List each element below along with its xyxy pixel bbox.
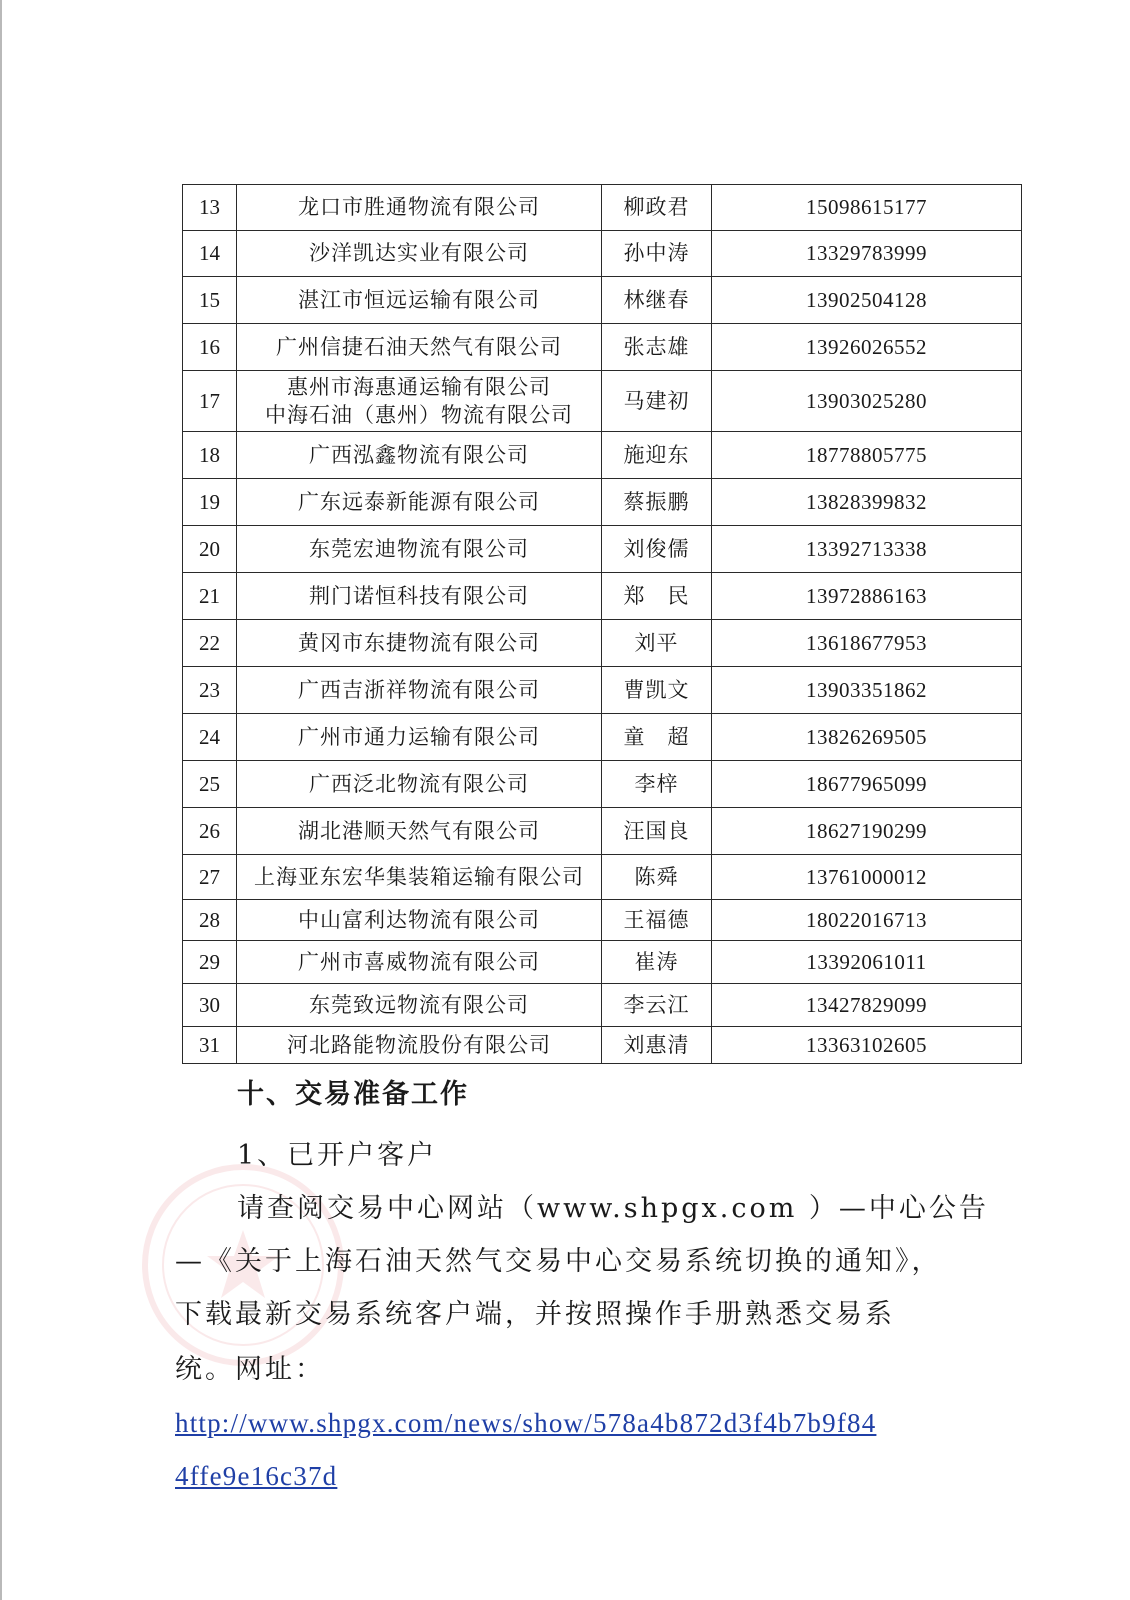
- company-name: [237, 808, 602, 855]
- phone-number: 13618677953: [712, 620, 1022, 667]
- company-name-line: 广东远泰新能源有限公司: [298, 489, 540, 514]
- contact-person: 张志雄: [602, 324, 712, 371]
- contact-person: 施迎东: [602, 432, 712, 479]
- contact-person: 崔涛: [602, 941, 712, 984]
- table-row: [183, 714, 1022, 761]
- company-name-line: 惠州市海惠通运输有限公司: [287, 375, 551, 399]
- notice-link-line-1[interactable]: http://www.shpgx.com/news/show/578a4b872d3f4b7b9f84: [175, 1408, 877, 1438]
- table-row: [183, 941, 1022, 984]
- paragraph-line-1: 请查阅交易中心网站（www.shpgx.com ）—中心公告: [237, 1193, 989, 1224]
- table-row: [183, 526, 1022, 573]
- contact-person: 刘俊儒: [602, 526, 712, 573]
- phone-number: 18627190299: [712, 808, 1022, 855]
- contact-person: 陈舜: [602, 855, 712, 900]
- table-row: [183, 761, 1022, 808]
- table-row: [183, 432, 1022, 479]
- phone-number: 13972886163: [712, 573, 1022, 620]
- row-number: 13: [183, 185, 237, 231]
- row-number: 23: [183, 667, 237, 714]
- company-name: [237, 855, 602, 900]
- contact-person: 王福德: [602, 900, 712, 941]
- phone-number: 13826269505: [712, 714, 1022, 761]
- company-name-line: 中海石油（惠州）物流有限公司: [265, 403, 573, 427]
- company-name-line: 黄冈市东捷物流有限公司: [298, 630, 540, 655]
- table-row: [183, 479, 1022, 526]
- table-row: [183, 900, 1022, 941]
- row-number: 18: [183, 432, 237, 479]
- company-name: [237, 984, 602, 1027]
- phone-number: 13392713338: [712, 526, 1022, 573]
- company-name-line: 上海亚东宏华集装箱运输有限公司: [254, 864, 584, 889]
- company-name-line: 荆门诺恒科技有限公司: [309, 583, 529, 608]
- company-name-line: 广州市通力运输有限公司: [298, 724, 540, 749]
- company-name-line: 东莞致远物流有限公司: [309, 992, 529, 1017]
- company-name-line: 沙洋凯达实业有限公司: [309, 241, 529, 265]
- section-heading: 十、交易准备工作: [237, 1079, 469, 1110]
- contacts-table: [182, 184, 1022, 1064]
- contacts-table-body: [183, 185, 1022, 1064]
- table-row: [183, 573, 1022, 620]
- table-row: [183, 231, 1022, 277]
- phone-number: 13903351862: [712, 667, 1022, 714]
- company-name: [237, 479, 602, 526]
- company-name: [237, 432, 602, 479]
- company-name-line: 广西泛北物流有限公司: [309, 771, 529, 796]
- phone-number: 18778805775: [712, 432, 1022, 479]
- phone-number: 13392061011: [712, 941, 1022, 984]
- row-number: 27: [183, 855, 237, 900]
- company-name: [237, 231, 602, 277]
- row-number: 15: [183, 277, 237, 324]
- company-name: [237, 900, 602, 941]
- contact-person: 刘惠清: [602, 1027, 712, 1064]
- phone-number: 13902504128: [712, 277, 1022, 324]
- row-number: 25: [183, 761, 237, 808]
- row-number: 31: [183, 1027, 237, 1064]
- company-name-line: 湛江市恒远运输有限公司: [298, 287, 540, 312]
- company-name: [237, 526, 602, 573]
- contact-person: 曹凯文: [602, 667, 712, 714]
- company-name-line: 东莞宏迪物流有限公司: [309, 536, 529, 561]
- company-name: [237, 277, 602, 324]
- table-row: [183, 667, 1022, 714]
- scan-edge: [0, 0, 2, 1600]
- phone-number: 13427829099: [712, 984, 1022, 1027]
- phone-number: 15098615177: [712, 185, 1022, 231]
- phone-number: 13363102605: [712, 1027, 1022, 1064]
- company-name-line: 中山富利达物流有限公司: [298, 907, 540, 932]
- row-number: 28: [183, 900, 237, 941]
- row-number: 29: [183, 941, 237, 984]
- contact-person: 郑 民: [602, 573, 712, 620]
- contact-person: 马建初: [602, 371, 712, 432]
- phone-number: 13903025280: [712, 371, 1022, 432]
- row-number: 22: [183, 620, 237, 667]
- contact-person: 李梓: [602, 761, 712, 808]
- company-name: [237, 714, 602, 761]
- company-name: [237, 324, 602, 371]
- table-row: [183, 808, 1022, 855]
- table-row: [183, 371, 1022, 432]
- contact-person: 童 超: [602, 714, 712, 761]
- contact-person: 林继春: [602, 277, 712, 324]
- row-number: 21: [183, 573, 237, 620]
- company-name: [237, 573, 602, 620]
- company-name-line: 广州市喜威物流有限公司: [298, 949, 540, 974]
- row-number: 16: [183, 324, 237, 371]
- company-name: [237, 941, 602, 984]
- table-row: [183, 1027, 1022, 1064]
- paragraph-line-2: —《关于上海石油天然气交易中心交易系统切换的通知》，: [175, 1246, 942, 1277]
- row-number: 24: [183, 714, 237, 761]
- row-number: 30: [183, 984, 237, 1027]
- contact-person: 蔡振鹏: [602, 479, 712, 526]
- company-name-line: 广西泓鑫物流有限公司: [309, 442, 529, 467]
- contact-person: 汪国良: [602, 808, 712, 855]
- subsection-heading: 1、已开户客户: [237, 1140, 438, 1171]
- company-name-line: 河北路能物流股份有限公司: [287, 1032, 551, 1057]
- company-name: [237, 185, 602, 231]
- table-row: [183, 620, 1022, 667]
- table-row: [183, 855, 1022, 900]
- phone-number: 18022016713: [712, 900, 1022, 941]
- company-name-line: 广州信捷石油天然气有限公司: [276, 334, 562, 359]
- contact-person: 刘平: [602, 620, 712, 667]
- table-row: [183, 185, 1022, 231]
- phone-number: 13926026552: [712, 324, 1022, 371]
- company-name-line: 龙口市胜通物流有限公司: [298, 195, 540, 219]
- contact-person: 孙中涛: [602, 231, 712, 277]
- paragraph-line-4: 统。网址：: [175, 1354, 325, 1385]
- contact-person: 李云江: [602, 984, 712, 1027]
- row-number: 20: [183, 526, 237, 573]
- contact-person: 柳政君: [602, 185, 712, 231]
- phone-number: 13329783999: [712, 231, 1022, 277]
- company-name: [237, 1027, 602, 1064]
- row-number: 26: [183, 808, 237, 855]
- row-number: 19: [183, 479, 237, 526]
- notice-link-line-2[interactable]: 4ffe9e16c37d: [175, 1461, 338, 1491]
- row-number: 17: [183, 371, 237, 432]
- company-name: [237, 620, 602, 667]
- row-number: 14: [183, 231, 237, 277]
- paragraph-line-3: 下载最新交易系统客户端，并按照操作手册熟悉交易系: [175, 1299, 895, 1330]
- company-name-line: 广西吉浙祥物流有限公司: [298, 677, 540, 702]
- phone-number: 18677965099: [712, 761, 1022, 808]
- company-name-line: 湖北港顺天然气有限公司: [298, 818, 540, 843]
- company-name: [237, 371, 602, 432]
- company-name: [237, 761, 602, 808]
- table-row: [183, 277, 1022, 324]
- phone-number: 13828399832: [712, 479, 1022, 526]
- company-name: [237, 667, 602, 714]
- table-row: [183, 324, 1022, 371]
- table-row: [183, 984, 1022, 1027]
- phone-number: 13761000012: [712, 855, 1022, 900]
